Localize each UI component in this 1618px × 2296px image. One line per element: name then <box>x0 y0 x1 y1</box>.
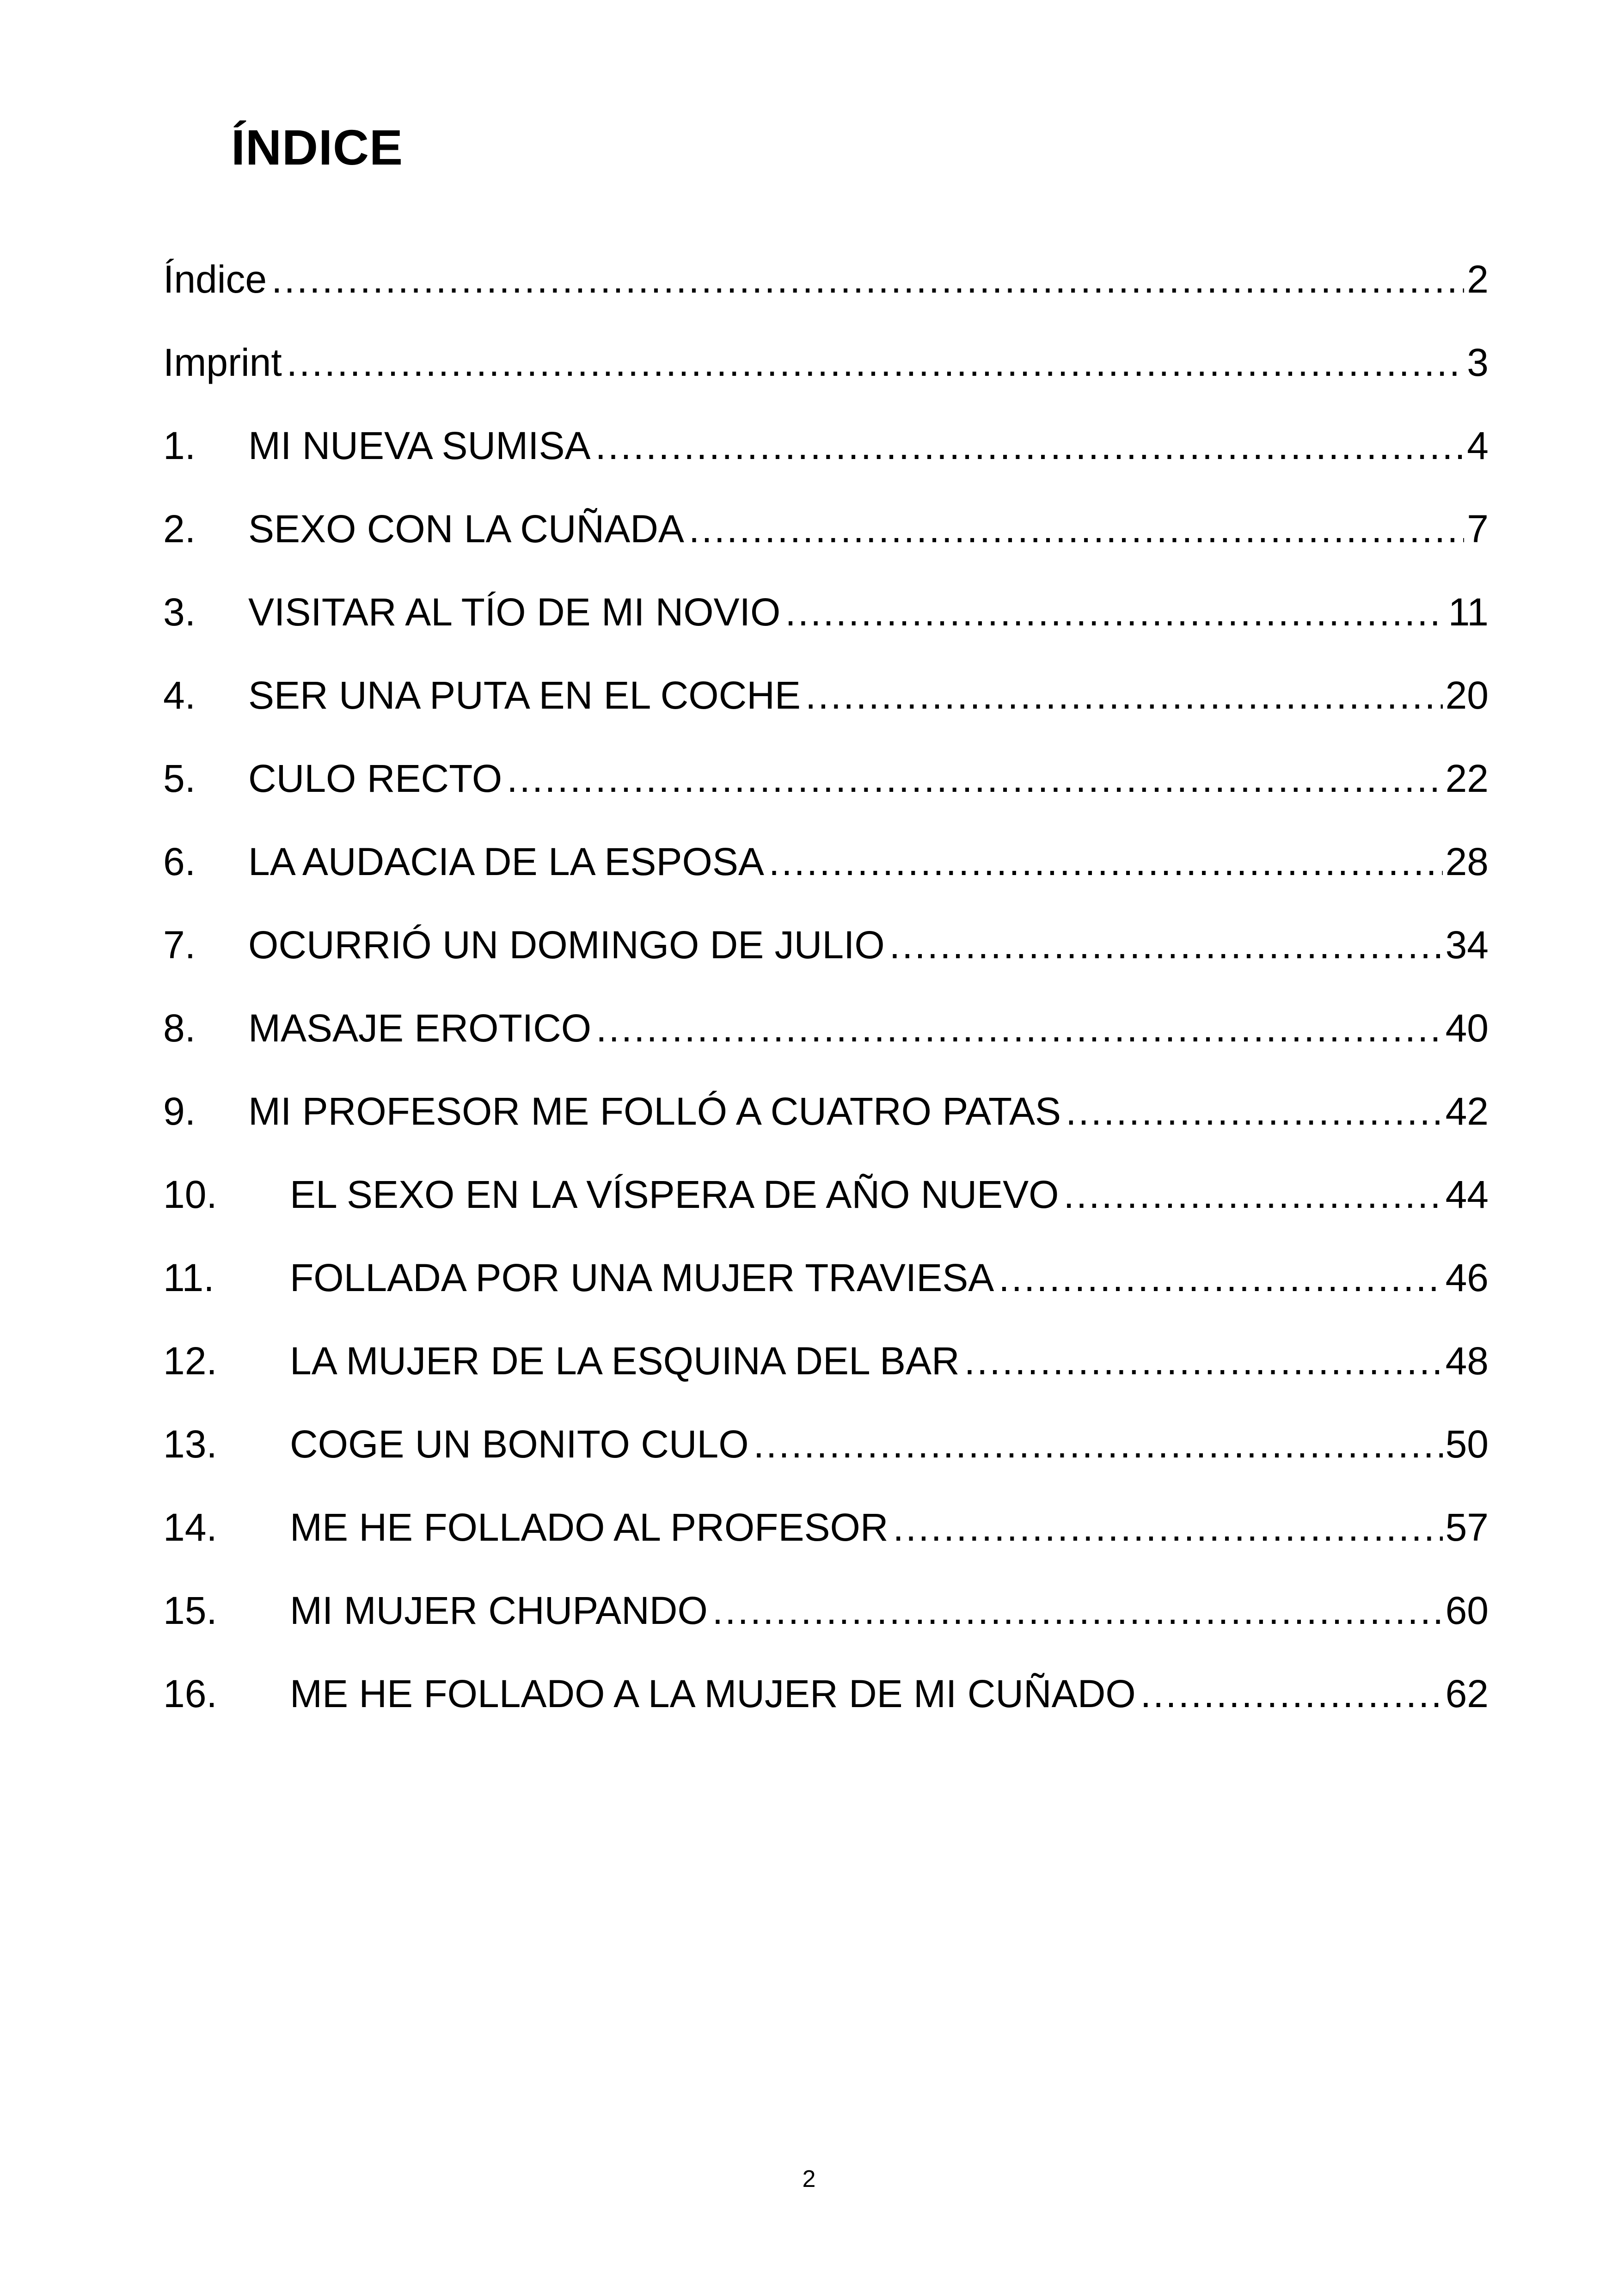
toc-entry-page: 20 <box>1445 673 1489 717</box>
toc-entry-number: 12. <box>163 1339 217 1383</box>
toc-dot-leader <box>769 842 1443 881</box>
toc-entry[interactable] <box>163 1258 1489 1341</box>
toc-entry-title: COGE UN BONITO CULO <box>290 1422 749 1466</box>
toc-entry-page: 4 <box>1467 424 1489 467</box>
toc-entry[interactable] <box>163 1175 1489 1258</box>
toc-entry[interactable] <box>163 1341 1489 1425</box>
toc-entry-number: 9. <box>163 1090 196 1133</box>
toc-entry[interactable] <box>163 1674 1489 1757</box>
toc-entry-page: 46 <box>1445 1256 1489 1299</box>
toc-dot-leader <box>805 676 1443 715</box>
toc-entry[interactable] <box>163 673 1489 759</box>
toc-dot-leader <box>689 509 1464 548</box>
toc-dot-leader <box>1064 1175 1443 1214</box>
toc-dot-leader <box>893 1508 1443 1547</box>
toc-dot-leader <box>507 759 1442 798</box>
toc-dot-leader <box>889 925 1443 964</box>
toc-dot-leader <box>964 1341 1443 1380</box>
toc-entry-page: 11 <box>1448 590 1489 634</box>
toc-dot-leader <box>1140 1674 1443 1713</box>
toc-entry-title: VISITAR AL TÍO DE MI NOVIO <box>248 590 781 634</box>
toc-entry[interactable] <box>163 509 1489 593</box>
toc-entry-number: 7. <box>163 923 196 967</box>
toc-entry-title: SEXO CON LA CUÑADA <box>248 507 684 551</box>
toc-entry-page: 44 <box>1445 1173 1489 1216</box>
toc-dot-leader <box>785 593 1445 631</box>
toc-entry[interactable] <box>163 343 1489 426</box>
toc-entry-page: 22 <box>1445 757 1489 800</box>
toc-entry-title: FOLLADA POR UNA MUJER TRAVIESA <box>290 1256 994 1299</box>
toc-entry[interactable] <box>163 1092 1489 1175</box>
toc-entry-title: EL SEXO EN LA VÍSPERA DE AÑO NUEVO <box>290 1173 1059 1216</box>
toc-entry-page: 3 <box>1467 341 1489 384</box>
toc-entry-number: 1. <box>163 424 196 467</box>
toc-entry-title: SER UNA PUTA EN EL COCHE <box>248 673 801 717</box>
toc-dot-leader <box>1066 1092 1443 1131</box>
page-number: 2 <box>802 2166 816 2192</box>
toc-entry-title: Imprint <box>163 341 282 384</box>
toc-entry[interactable] <box>163 1591 1489 1674</box>
toc-entry-title: Índice <box>163 257 267 301</box>
toc-entry-title: LA AUDACIA DE LA ESPOSA <box>248 840 764 883</box>
toc-entry-title: OCURRIÓ UN DOMINGO DE JULIO <box>248 923 885 967</box>
toc-entry[interactable] <box>163 590 1489 676</box>
toc-entry-title: MI MUJER CHUPANDO <box>290 1589 708 1632</box>
toc-entry-page: 34 <box>1445 923 1489 967</box>
toc-entry-number: 3. <box>163 590 196 634</box>
toc-entry-page: 60 <box>1445 1589 1489 1632</box>
toc-entry-page: 42 <box>1445 1090 1489 1133</box>
toc-entry[interactable] <box>163 1508 1489 1591</box>
toc-entry-number: 14. <box>163 1506 217 1549</box>
toc-entry[interactable] <box>163 1422 1489 1508</box>
toc-entry[interactable] <box>163 925 1489 1009</box>
toc-entry[interactable] <box>163 426 1489 509</box>
toc-dot-leader <box>271 260 1464 299</box>
toc-entry-number: 8. <box>163 1006 196 1050</box>
toc-entry[interactable] <box>163 257 1489 343</box>
toc-entry[interactable] <box>163 759 1489 842</box>
toc-entry-title: LA MUJER DE LA ESQUINA DEL BAR <box>290 1339 960 1383</box>
toc-entry-title: MI PROFESOR ME FOLLÓ A CUATRO PATAS <box>248 1090 1061 1133</box>
toc-entry[interactable] <box>163 1006 1489 1092</box>
toc-entry-number: 6. <box>163 840 196 883</box>
table-of-contents <box>163 257 1489 1757</box>
toc-dot-leader <box>596 1009 1442 1047</box>
toc-entry-number: 15. <box>163 1589 217 1632</box>
toc-dot-leader <box>999 1258 1442 1297</box>
toc-dot-leader <box>287 343 1465 382</box>
toc-entry[interactable] <box>163 842 1489 925</box>
toc-entry-title: CULO RECTO <box>248 757 503 800</box>
toc-entry-page: 7 <box>1467 507 1489 551</box>
toc-entry-page: 40 <box>1445 1006 1489 1050</box>
toc-entry-title: ME HE FOLLADO AL PROFESOR <box>290 1506 889 1549</box>
toc-entry-number: 13. <box>163 1422 217 1466</box>
toc-entry-page: 2 <box>1467 257 1489 301</box>
toc-entry-page: 50 <box>1445 1422 1489 1466</box>
toc-entry-number: 2. <box>163 507 196 551</box>
toc-entry-page: 57 <box>1445 1506 1489 1549</box>
toc-entry-title: ME HE FOLLADO A LA MUJER DE MI CUÑADO <box>290 1672 1136 1715</box>
toc-entry-title: MASAJE EROTICO <box>248 1006 592 1050</box>
toc-entry-page: 62 <box>1445 1672 1489 1715</box>
toc-entry-title: MI NUEVA SUMISA <box>248 424 591 467</box>
toc-entry-page: 48 <box>1445 1339 1489 1383</box>
toc-heading: ÍNDICE <box>231 119 404 175</box>
toc-dot-leader <box>712 1591 1443 1630</box>
toc-entry-number: 11. <box>163 1256 215 1299</box>
toc-dot-leader <box>754 1425 1443 1463</box>
toc-entry-number: 10. <box>163 1173 217 1216</box>
toc-entry-number: 4. <box>163 673 196 717</box>
toc-entry-number: 5. <box>163 757 196 800</box>
toc-dot-leader <box>595 426 1465 465</box>
toc-entry-number: 16. <box>163 1672 217 1715</box>
toc-entry-page: 28 <box>1445 840 1489 883</box>
